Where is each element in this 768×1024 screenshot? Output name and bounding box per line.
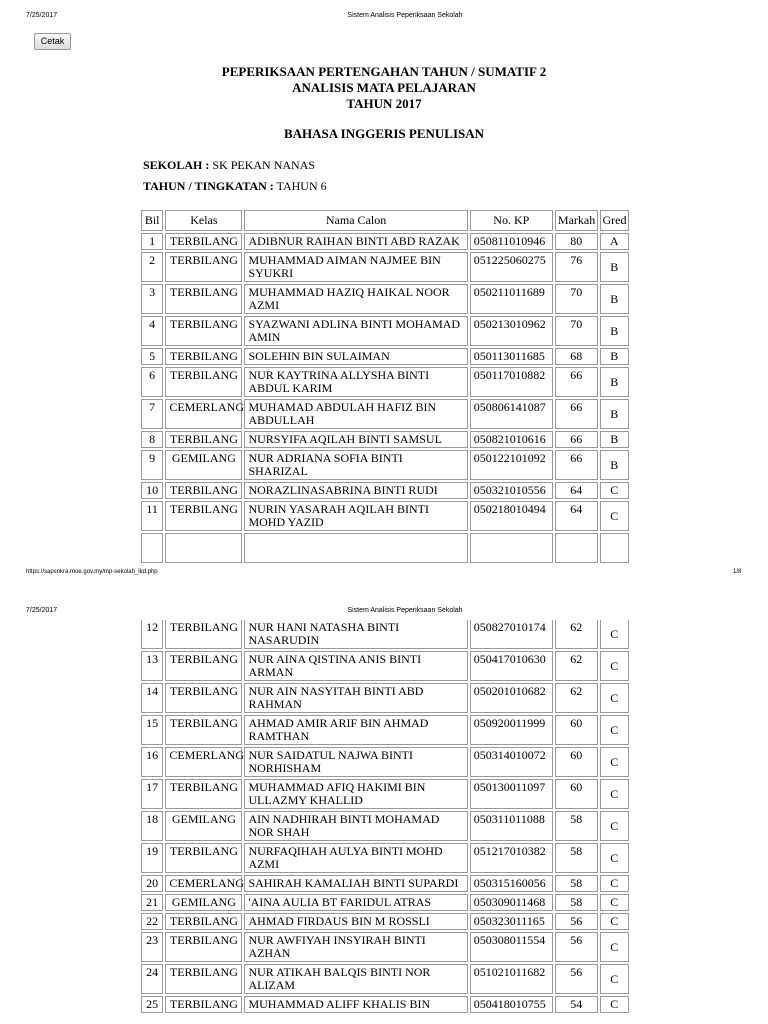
col-gred: C bbox=[600, 964, 629, 994]
col-nama: NURFAQIHAH AULYA BINTI MOHD AZMI bbox=[244, 843, 467, 873]
table-row bbox=[141, 996, 629, 1013]
table-row bbox=[141, 367, 629, 397]
table-row bbox=[141, 348, 629, 365]
col-kelas: TERBILANG bbox=[165, 501, 242, 531]
col-no-kp: 050117010882 bbox=[470, 367, 553, 397]
col-nama: MUHAMMAD HAZIQ HAIKAL NOOR AZMI bbox=[244, 284, 467, 314]
col-markah: 76 bbox=[555, 252, 598, 282]
col-nama: AIN NADHIRAH BINTI MOHAMAD NOR SHAH bbox=[244, 811, 467, 841]
page-number: 1/8 bbox=[733, 569, 742, 575]
col-no-kp: 050309011468 bbox=[470, 894, 553, 911]
school-label: SEKOLAH : bbox=[143, 158, 210, 172]
col-kelas: TERBILANG bbox=[165, 252, 242, 282]
col-bil: 3 bbox=[141, 284, 163, 314]
col-no-kp: 050130011097 bbox=[470, 779, 553, 809]
col-no-kp: 050218010494 bbox=[470, 501, 553, 531]
col-kelas: TERBILANG bbox=[165, 715, 242, 745]
col-kelas: TERBILANG bbox=[165, 843, 242, 873]
col-no-kp: 050811010946 bbox=[470, 233, 553, 250]
subject-title: BAHASA INGGERIS PENULISAN bbox=[283, 126, 485, 141]
col-bil: 24 bbox=[141, 964, 163, 994]
col-markah: 68 bbox=[555, 348, 598, 365]
col-bil: 23 bbox=[141, 932, 163, 962]
col-nama: NUR ATIKAH BALQIS BINTI NOR ALIZAM bbox=[244, 964, 467, 994]
analysis-title: ANALISIS MATA PELAJARAN bbox=[292, 80, 476, 95]
col-kelas: CEMERLANG bbox=[165, 875, 242, 892]
col-markah: 56 bbox=[555, 932, 598, 962]
col-no-kp: 051021011682 bbox=[470, 964, 553, 994]
col-gred: B bbox=[600, 399, 629, 429]
col-nama: MUHAMMAD AIMAN NAJMEE BIN SYUKRI bbox=[244, 252, 467, 282]
exam-title: PEPERIKSAAN PERTENGAHAN TAHUN / SUMATIF 2 bbox=[221, 64, 547, 79]
col-kelas: GEMILANG bbox=[165, 811, 242, 841]
col-nama: NORAZLINASABRINA BINTI RUDI bbox=[244, 482, 467, 499]
print-date-2: 7/25/2017 bbox=[26, 607, 58, 614]
col-nama: SAHIRAH KAMALIAH BINTI SUPARDI bbox=[244, 875, 467, 892]
col-bil: 7 bbox=[141, 399, 163, 429]
col-kelas: TERBILANG bbox=[165, 348, 242, 365]
col-markah: 62 bbox=[555, 620, 598, 649]
col-gred: C bbox=[600, 501, 629, 531]
table-row bbox=[141, 932, 629, 962]
col-kelas: CEMERLANG bbox=[165, 399, 242, 429]
col-markah: 80 bbox=[555, 233, 598, 250]
site-title: Sistem Analisis Peperiksaan Sekolah bbox=[347, 12, 463, 19]
col-no-kp: 050213010962 bbox=[470, 316, 553, 346]
col-gred: B bbox=[600, 284, 629, 314]
col-kelas: TERBILANG bbox=[165, 367, 242, 397]
table-row bbox=[141, 779, 629, 809]
table-row bbox=[141, 843, 629, 873]
col-gred: C bbox=[600, 875, 629, 892]
col-markah: 58 bbox=[555, 843, 598, 873]
col-nama: NUR SAIDATUL NAJWA BINTI NORHISHAM bbox=[244, 747, 467, 777]
table-row bbox=[141, 450, 629, 480]
col-bil: 9 bbox=[141, 450, 163, 480]
col-bil: 25 bbox=[141, 996, 163, 1013]
col-markah: 56 bbox=[555, 964, 598, 994]
col-nama: NUR ADRIANA SOFIA BINTI SHARIZAL bbox=[244, 450, 467, 480]
table-row bbox=[141, 284, 629, 314]
col-bil: 1 bbox=[141, 233, 163, 250]
print-date: 7/25/2017 bbox=[26, 12, 58, 19]
col-nama: NUR AINA QISTINA ANIS BINTI ARMAN bbox=[244, 651, 467, 681]
col-gred: C bbox=[600, 482, 629, 499]
col-markah: 58 bbox=[555, 894, 598, 911]
col-bil: 10 bbox=[141, 482, 163, 499]
col-kelas: TERBILANG bbox=[165, 284, 242, 314]
col-no-kp-header: No. KP bbox=[470, 210, 553, 231]
col-kelas: TERBILANG bbox=[165, 651, 242, 681]
col-kelas: TERBILANG bbox=[165, 996, 242, 1013]
page1-table-window bbox=[0, 208, 768, 565]
table-row bbox=[141, 894, 629, 911]
col-markah: 58 bbox=[555, 811, 598, 841]
table-row bbox=[141, 875, 629, 892]
table-row bbox=[141, 964, 629, 994]
col-nama: 'AINA AULIA BT FARIDUL ATRAS bbox=[244, 894, 467, 911]
table-row bbox=[141, 811, 629, 841]
page2-table-window bbox=[0, 620, 768, 1024]
col-markah: 70 bbox=[555, 316, 598, 346]
col-no-kp: 051217010382 bbox=[470, 843, 553, 873]
col-gred: C bbox=[600, 715, 629, 745]
col-bil: 5 bbox=[141, 348, 163, 365]
page-break-row bbox=[141, 533, 629, 563]
col-nama: NURSYIFA AQILAH BINTI SAMSUL bbox=[244, 431, 467, 448]
col-gred: C bbox=[600, 683, 629, 713]
col-no-kp: 050417010630 bbox=[470, 651, 553, 681]
col-bil: 14 bbox=[141, 683, 163, 713]
col-bil: 19 bbox=[141, 843, 163, 873]
table-row bbox=[141, 233, 629, 250]
table-row bbox=[141, 316, 629, 346]
col-bil: 4 bbox=[141, 316, 163, 346]
col-no-kp: 050920011999 bbox=[470, 715, 553, 745]
col-nama: NUR KAYTRINA ALLYSHA BINTI ABDUL KARIM bbox=[244, 367, 467, 397]
col-kelas: TERBILANG bbox=[165, 964, 242, 994]
col-no-kp: 050827010174 bbox=[470, 620, 553, 649]
col-gred: C bbox=[600, 996, 629, 1013]
year-title: TAHUN 2017 bbox=[346, 96, 422, 111]
col-nama: NURIN YASARAH AQILAH BINTI MOHD YAZID bbox=[244, 501, 467, 531]
col-bil: 13 bbox=[141, 651, 163, 681]
year-label: TAHUN / TINGKATAN : bbox=[143, 179, 274, 193]
school-value: SK PEKAN NANAS bbox=[212, 158, 316, 172]
col-nama: NUR AWFIYAH INSYIRAH BINTI AZHAN bbox=[244, 932, 467, 962]
col-gred: B bbox=[600, 252, 629, 282]
col-no-kp: 050211011689 bbox=[470, 284, 553, 314]
col-kelas: TERBILANG bbox=[165, 913, 242, 930]
year-info bbox=[143, 179, 327, 194]
col-gred: B bbox=[600, 367, 629, 397]
col-no-kp: 050314010072 bbox=[470, 747, 553, 777]
col-no-kp: 050315160056 bbox=[470, 875, 553, 892]
col-no-kp: 050311011088 bbox=[470, 811, 553, 841]
col-kelas: TERBILANG bbox=[165, 233, 242, 250]
col-gred: C bbox=[600, 843, 629, 873]
school-info bbox=[143, 158, 315, 173]
col-markah: 64 bbox=[555, 482, 598, 499]
col-gred: B bbox=[600, 348, 629, 365]
col-gred: B bbox=[600, 316, 629, 346]
table-row bbox=[141, 747, 629, 777]
col-gred: A bbox=[600, 233, 629, 250]
col-markah: 54 bbox=[555, 996, 598, 1013]
col-bil: 20 bbox=[141, 875, 163, 892]
table-row bbox=[141, 651, 629, 681]
table-row bbox=[141, 913, 629, 930]
col-nama: SOLEHIN BIN SULAIMAN bbox=[244, 348, 467, 365]
col-markah: 66 bbox=[555, 399, 598, 429]
col-gred: B bbox=[600, 450, 629, 480]
year-value: TAHUN 6 bbox=[276, 179, 327, 193]
print-button[interactable]: Cetak bbox=[34, 33, 71, 50]
table-row bbox=[141, 620, 629, 649]
col-bil: 22 bbox=[141, 913, 163, 930]
col-gred-header: Gred bbox=[600, 210, 629, 231]
col-kelas: TERBILANG bbox=[165, 620, 242, 649]
col-markah: 58 bbox=[555, 875, 598, 892]
table-row bbox=[141, 501, 629, 531]
col-nama: MUHAMAD ABDULAH HAFIZ BIN ABDULLAH bbox=[244, 399, 467, 429]
col-bil: 8 bbox=[141, 431, 163, 448]
col-kelas: TERBILANG bbox=[165, 316, 242, 346]
col-markah: 60 bbox=[555, 747, 598, 777]
col-nama: ADIBNUR RAIHAN BINTI ABD RAZAK bbox=[244, 233, 467, 250]
table-row bbox=[141, 252, 629, 282]
col-gred: C bbox=[600, 894, 629, 911]
col-no-kp: 050308011554 bbox=[470, 932, 553, 962]
col-nama: NUR AIN NASYITAH BINTI ABD RAHMAN bbox=[244, 683, 467, 713]
col-no-kp: 051225060275 bbox=[470, 252, 553, 282]
col-no-kp: 050806141087 bbox=[470, 399, 553, 429]
page-url: https://sapsnkra.moe.gov.my/mp-sekolah_lkd.php bbox=[26, 569, 158, 575]
col-no-kp: 050821010616 bbox=[470, 431, 553, 448]
col-kelas: CEMERLANG bbox=[165, 747, 242, 777]
col-no-kp: 050113011685 bbox=[470, 348, 553, 365]
col-bil: 11 bbox=[141, 501, 163, 531]
col-markah: 70 bbox=[555, 284, 598, 314]
col-gred: C bbox=[600, 747, 629, 777]
col-no-kp: 050122101092 bbox=[470, 450, 553, 480]
col-markah: 66 bbox=[555, 450, 598, 480]
col-bil: 21 bbox=[141, 894, 163, 911]
col-bil: 17 bbox=[141, 779, 163, 809]
site-title-2: Sistem Analisis Peperiksaan Sekolah bbox=[347, 607, 463, 614]
col-markah: 60 bbox=[555, 779, 598, 809]
results-table-continued bbox=[139, 620, 631, 1015]
col-markah: 56 bbox=[555, 913, 598, 930]
col-no-kp: 050418010755 bbox=[470, 996, 553, 1013]
col-kelas-header: Kelas bbox=[165, 210, 242, 231]
col-bil: 15 bbox=[141, 715, 163, 745]
col-nama: NUR HANI NATASHA BINTI NASARUDIN bbox=[244, 620, 467, 649]
col-nama: AHMAD AMIR ARIF BIN AHMAD RAMTHAN bbox=[244, 715, 467, 745]
col-markah: 62 bbox=[555, 651, 598, 681]
col-kelas: TERBILANG bbox=[165, 431, 242, 448]
col-gred: C bbox=[600, 913, 629, 930]
table-row bbox=[141, 482, 629, 499]
col-nama: MUHAMMAD AFIQ HAKIMI BIN ULLAZMY KHALLID bbox=[244, 779, 467, 809]
col-markah: 66 bbox=[555, 367, 598, 397]
table-row bbox=[141, 683, 629, 713]
col-kelas: GEMILANG bbox=[165, 450, 242, 480]
col-no-kp: 050323011165 bbox=[470, 913, 553, 930]
col-markah: 62 bbox=[555, 683, 598, 713]
col-bil: 12 bbox=[141, 620, 163, 649]
col-gred: C bbox=[600, 932, 629, 962]
col-no-kp: 050201010682 bbox=[470, 683, 553, 713]
table-row bbox=[141, 715, 629, 745]
col-markah-header: Markah bbox=[555, 210, 598, 231]
col-kelas: TERBILANG bbox=[165, 482, 242, 499]
col-bil: 18 bbox=[141, 811, 163, 841]
col-no-kp: 050321010556 bbox=[470, 482, 553, 499]
col-bil: 6 bbox=[141, 367, 163, 397]
col-gred: C bbox=[600, 620, 629, 649]
report-titles bbox=[0, 64, 768, 112]
col-kelas: TERBILANG bbox=[165, 932, 242, 962]
col-kelas: TERBILANG bbox=[165, 779, 242, 809]
col-gred: C bbox=[600, 779, 629, 809]
col-bil-header: Bil bbox=[141, 210, 163, 231]
table-row bbox=[141, 431, 629, 448]
table-row bbox=[141, 399, 629, 429]
col-gred: C bbox=[600, 811, 629, 841]
col-nama: AHMAD FIRDAUS BIN M ROSSLI bbox=[244, 913, 467, 930]
col-bil: 16 bbox=[141, 747, 163, 777]
col-markah: 66 bbox=[555, 431, 598, 448]
col-markah: 64 bbox=[555, 501, 598, 531]
col-nama: SYAZWANI ADLINA BINTI MOHAMAD AMIN bbox=[244, 316, 467, 346]
col-markah: 60 bbox=[555, 715, 598, 745]
col-nama: MUHAMMAD ALIFF KHALIS BIN bbox=[244, 996, 467, 1013]
col-kelas: GEMILANG bbox=[165, 894, 242, 911]
table-header-row bbox=[141, 210, 629, 231]
results-table bbox=[139, 208, 631, 565]
col-kelas: TERBILANG bbox=[165, 683, 242, 713]
col-bil: 2 bbox=[141, 252, 163, 282]
col-nama-header: Nama Calon bbox=[244, 210, 467, 231]
col-gred: B bbox=[600, 431, 629, 448]
col-gred: C bbox=[600, 651, 629, 681]
